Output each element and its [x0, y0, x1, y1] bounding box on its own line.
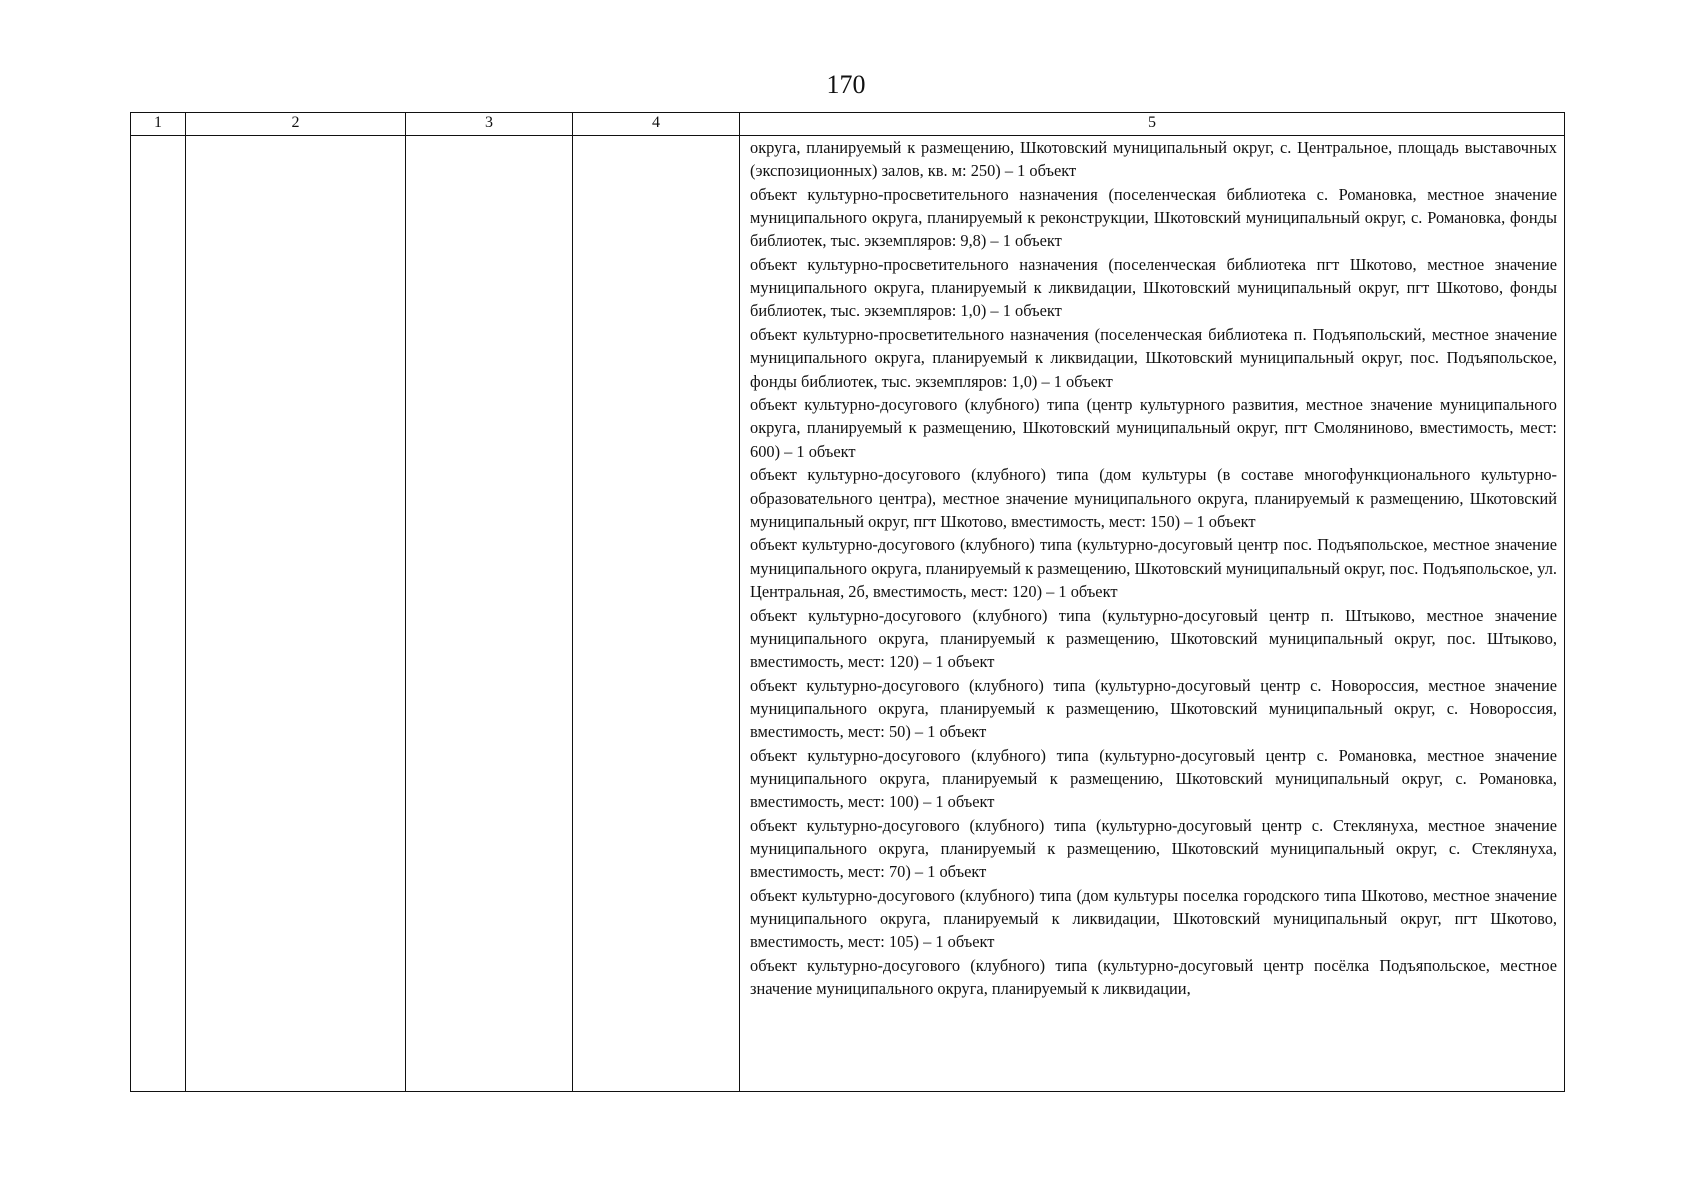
list-item: объект культурно-просветительного назначения (поселенческая библиотека п. Подъяпольский, местное значение муниципального округа, планируемый к ликвидации, Шкотовский муниципальный округ, пос. Подъяпольское, фонды библиотек, тыс. экземпляров: 1,0) – 1 объект	[750, 325, 1557, 391]
column-header-5: 5	[740, 113, 1565, 136]
document-table	[130, 112, 1565, 1092]
list-item: объект культурно-досугового (клубного) типа (культурно-досуговый центр п. Штыково, местное значение муниципального округа, планируемый к размещению, Шкотовский муниципальный округ, пос. Штыково, вместимость, мест: 120) – 1 объект	[750, 605, 1557, 671]
list-item: округа, планируемый к размещению, Шкотовский муниципальный округ, с. Центральное, площадь выставочных (экспозиционных) залов, кв. м: 250) – 1 объект	[750, 138, 1557, 181]
cell-col-5	[740, 136, 1565, 1092]
cell-col-1	[131, 136, 186, 1092]
column-header-2: 2	[186, 113, 406, 136]
cell-col-3	[406, 136, 573, 1092]
table-header-row	[131, 113, 1565, 136]
cell-col-2	[186, 136, 406, 1092]
list-item: объект культурно-досугового (клубного) типа (культурно-досуговый центр пос. Подъяпольское, местное значение муниципального округа, планируемый к размещению, Шкотовский муниципальный округ, пос. Подъяпольское, ул. Центральная, 2б, вместимость, мест: 120) – 1 объект	[750, 535, 1557, 601]
list-item: объект культурно-досугового (клубного) типа (культурно-досуговый центр с. Новороссия, местное значение муниципального округа, планируемый к размещению, Шкотовский муниципальный округ, с. Новороссия, вместимость, мест: 50) – 1 объект	[750, 675, 1557, 742]
list-item: объект культурно-досугового (клубного) типа (дом культуры поселка городского типа Шкотово, местное значение муниципального округа, планируемый к ликвидации, Шкотовский муниципальный округ, пгт Шкотово, вместимость, мест: 105) – 1 объект	[750, 886, 1557, 952]
table-row	[131, 136, 1565, 1092]
list-item: объект культурно-просветительного назначения (поселенческая библиотека пгт Шкотово, местное значение муниципального округа, планируемый к ликвидации, Шкотовский муниципальный округ, пгт Шкотово, фонды библиотек, тыс. экземпляров: 1,0) – 1 объект	[750, 255, 1557, 321]
list-item: объект культурно-просветительного назначения (поселенческая библиотека с. Романовка, местное значение муниципального округа, планируемый к реконструкции, Шкотовский муниципальный округ, с. Романовка, фонды библиотек, тыс. экземпляров: 9,8) – 1 объект	[750, 184, 1557, 251]
column-header-3: 3	[406, 113, 573, 136]
column-header-4: 4	[573, 113, 740, 136]
page-number: 170	[826, 70, 866, 99]
list-item: объект культурно-досугового (клубного) типа (культурно-досуговый центр посёлка Подъяпольское, местное значение муниципального округа, планируемый к ликвидации,	[750, 956, 1557, 999]
list-item: объект культурно-досугового (клубного) типа (культурно-досуговый центр с. Романовка, местное значение муниципального округа, планируемый к размещению, Шкотовский муниципальный округ, с. Романовка, вместимость, мест: 100) – 1 объект	[750, 745, 1557, 812]
list-item: объект культурно-досугового (клубного) типа (дом культуры (в составе многофункционального культурно-образовательного центра), местное значение муниципального округа, планируемый к размещению, Шкотовский муниципальный округ, пгт Шкотово, вместимость, мест: 150) – 1 объект	[750, 465, 1557, 531]
column-5-entries	[740, 136, 1564, 1091]
cell-col-4	[573, 136, 740, 1092]
column-header-1: 1	[131, 113, 186, 136]
list-item: объект культурно-досугового (клубного) типа (культурно-досуговый центр с. Стеклянуха, местное значение муниципального округа, планируемый к размещению, Шкотовский муниципальный округ, с. Стеклянуха, вместимость, мест: 70) – 1 объект	[750, 815, 1557, 882]
list-item: объект культурно-досугового (клубного) типа (центр культурного развития, местное значение муниципального округа, планируемый к размещению, Шкотовский муниципальный округ, пгт Смоляниново, вместимость, мест: 600) – 1 объект	[750, 395, 1557, 461]
